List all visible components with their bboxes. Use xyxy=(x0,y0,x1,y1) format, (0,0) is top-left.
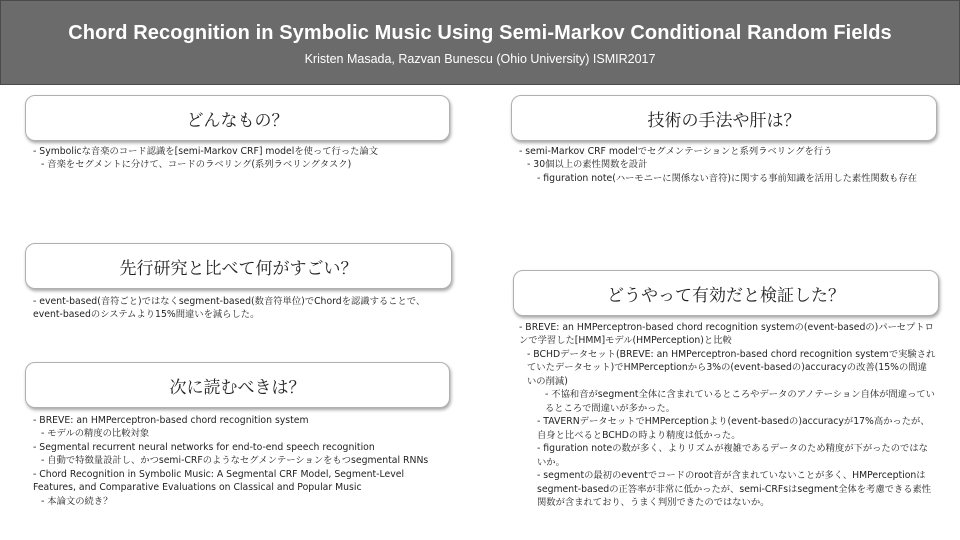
body-method xyxy=(519,145,935,185)
what-line-1: - Symbolicな音楽のコード認識を[semi-Markov CRF] modelを使って行った論文 xyxy=(33,146,379,157)
authors-line: Kristen Masada, Razvan Bunescu (Ohio University) ISMIR2017 xyxy=(304,52,656,66)
body-novelty xyxy=(33,295,448,322)
heading-validation-label: どうやって有効だと検証した？ xyxy=(607,285,845,306)
next-line-1: - BREVE: an HMPerceptron-based chord recognition system xyxy=(33,415,309,426)
method-line-1: - semi-Markov CRF modelでセグメンテーションと系列ラベリングを行う xyxy=(519,146,833,157)
validation-line-4: - TAVERNデータセットでHMPerceptionより(event-basedの)accuracyが17%高かったが、自身と比べるとBCHDの時より精度は低かった。 xyxy=(537,416,930,441)
heading-next-label: 次に読むべきは？ xyxy=(169,377,306,398)
validation-line-6: - segmentの最初のeventでコードのroot音が含まれていないことが多く、HMPerceptionはsegment-basedの正答率が非常に低かったが、semi-CRFsはsegment全体を考慮できる素性関数が含まれており、うまく判別できたのではないか。 xyxy=(537,470,932,509)
next-line-3: - Segmental recurrent neural networks for end-to-end speech recognition xyxy=(33,441,375,453)
heading-validation xyxy=(513,270,939,316)
validation-line-5: - figuration noteの数が多く、よりリズムが複雑であるデータのため精度が下がったのではないか。 xyxy=(537,443,928,468)
validation-line-2: - BCHDデータセット(BREVE: an HMPerceptron-based chord recognition systemで実験されていたデータセット)でHMPerceptionから3%の(event-basedの)accuracyの改善(15%の間違いの削減) xyxy=(527,348,936,387)
title-banner xyxy=(0,0,960,85)
method-line-3: - figuration note(ハーモニーに関係ない音符)に関する事前知識を活用した素性関数も存在 xyxy=(537,172,917,184)
next-line-2: - モデルの精度の比較対象 xyxy=(41,428,150,440)
page-title: Chord Recognition in Symbolic Music Using Semi-Markov Conditional Random Fields xyxy=(68,22,892,44)
heading-method xyxy=(511,95,937,141)
heading-next xyxy=(25,362,450,408)
heading-novelty-label: 先行研究と比べて何がすごい？ xyxy=(119,258,358,279)
body-validation xyxy=(519,321,936,510)
heading-novelty xyxy=(25,243,452,289)
body-next xyxy=(33,414,448,508)
novelty-line-1: - event-based(音符ごと)ではなくsegment-based(数音符単位)でChordを認識することで、event-basedのシステムより15%間違いを減らした。 xyxy=(33,296,426,321)
method-line-2: - 30個以上の素性関数を設計 xyxy=(527,159,648,171)
validation-line-1: - BREVE: an HMPerceptron-based chord recognition systemの(event-basedの)パーセプトロンで学習した[HMM]モデル(HMPerception)と比較 xyxy=(519,322,934,347)
next-line-6: - 本論文の続き？ xyxy=(41,495,113,507)
heading-what xyxy=(25,95,450,141)
next-line-4: - 自動で特徴量設計し、かつsemi-CRFのようなセグメンテーションをもつsegmental RNNs xyxy=(41,455,429,467)
heading-what-label: どんなもの？ xyxy=(186,110,289,131)
body-what xyxy=(33,145,448,172)
validation-line-3: - 不協和音がsegment全体に含まれているところやデータのアノテーション自体が間違っているところで間違いが多かった。 xyxy=(545,389,935,414)
heading-method-label: 技術の手法や肝は？ xyxy=(647,110,801,131)
what-line-2: - 音楽をセグメントに分けて、コードのラベリング(系列ラベリングタスク) xyxy=(41,159,352,171)
next-line-5: - Chord Recognition in Symbolic Music: A Segmental CRF Model, Segment-Level Features, and Comparative Evaluations on Classical and Popular Music xyxy=(33,468,405,494)
